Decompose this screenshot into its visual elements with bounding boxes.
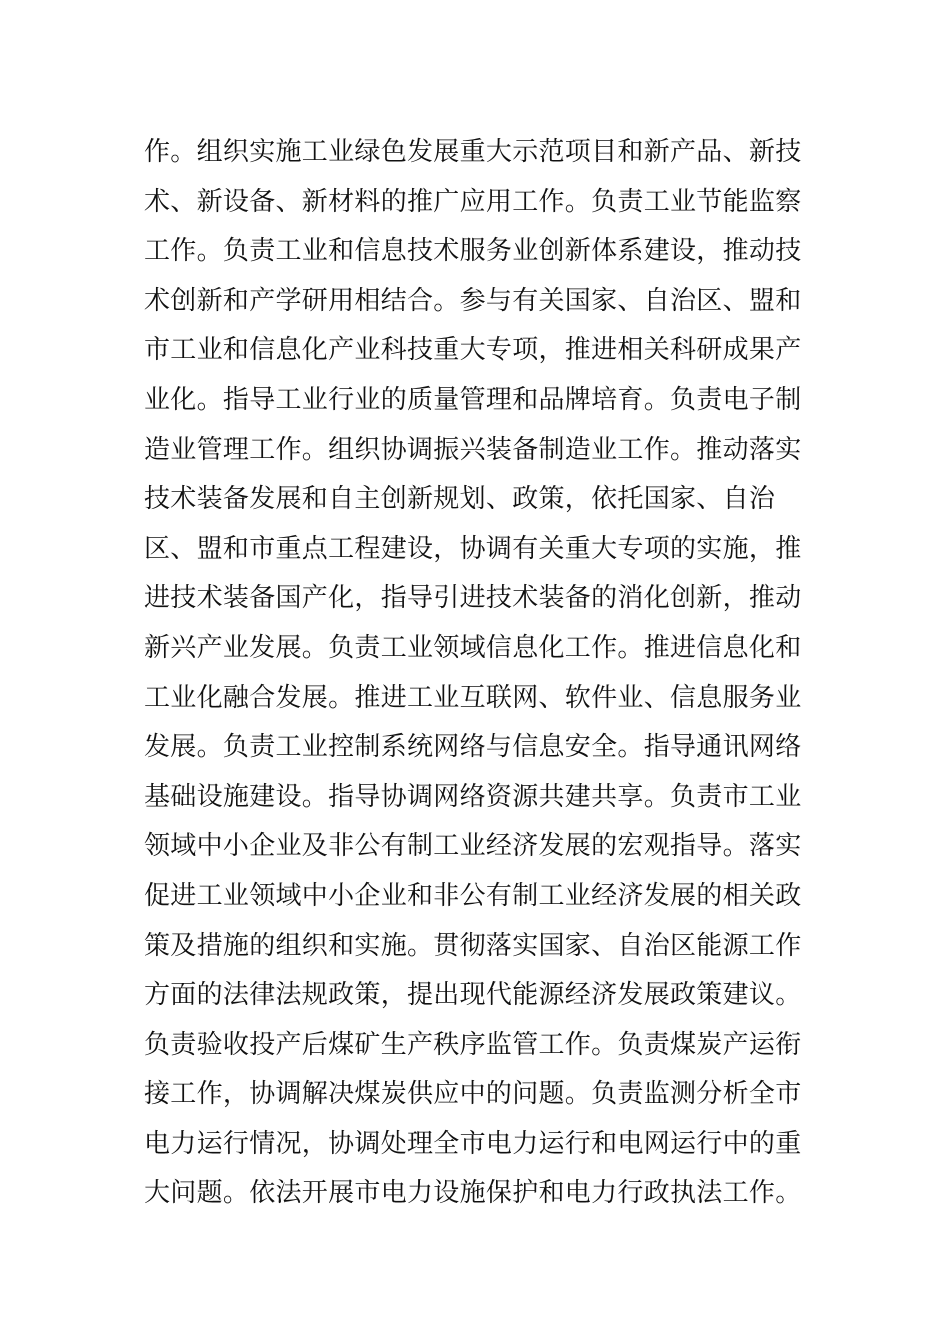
text-line-19: 负责验收投产后煤矿生产秩序监管工作。负责煤炭产运衔	[144, 1029, 802, 1060]
text-line-13: 发展。负责工业控制系统网络与信息安全。指导通讯网络	[144, 732, 802, 763]
text-line-1: 作。组织实施工业绿色发展重大示范项目和新产品、新技	[144, 137, 802, 167]
text-line-9: 区、盟和市重点工程建设，协调有关重大专项的实施，推	[144, 533, 802, 564]
text-line-20: 接工作，协调解决煤炭供应中的问题。负责监测分析全市	[144, 1079, 802, 1110]
text-line-15: 领域中小企业及非公有制工业经济发展的宏观指导。落实	[144, 831, 802, 862]
text-line-10: 进技术装备国产化，指导引进技术装备的消化创新，推动	[144, 583, 802, 614]
text-line-17: 策及措施的组织和实施。贯彻落实国家、自治区能源工作	[144, 930, 802, 961]
text-line-6: 业化。指导工业行业的质量管理和品牌培育。负责电子制	[144, 384, 802, 415]
text-line-5: 市工业和信息化产业科技重大专项，推进相关科研成果产	[144, 335, 802, 366]
text-line-21: 电力运行情况，协调处理全市电力运行和电网运行中的重	[144, 1128, 802, 1159]
text-line-8: 技术装备发展和自主创新规划、政策，依托国家、自治	[144, 484, 776, 515]
text-line-16: 促进工业领域中小企业和非公有制工业经济发展的相关政	[144, 880, 802, 911]
text-line-4: 术创新和产学研用相结合。参与有关国家、自治区、盟和	[144, 285, 802, 316]
text-line-14: 基础设施建设。指导协调网络资源共建共享。负责市工业	[144, 781, 802, 812]
text-line-18: 方面的法律法规政策，提出现代能源经济发展政策建议。	[144, 980, 802, 1011]
text-line-7: 造业管理工作。组织协调振兴装备制造业工作。推动落实	[144, 434, 802, 465]
text-line-12: 工业化融合发展。推进工业互联网、软件业、信息服务业	[144, 682, 802, 713]
text-line-11: 新兴产业发展。负责工业领域信息化工作。推进信息化和	[144, 632, 802, 663]
text-line-22: 大问题。依法开展市电力设施保护和电力行政执法工作。	[144, 1178, 802, 1209]
text-line-3: 工作。负责工业和信息技术服务业创新体系建设，推动技	[144, 236, 802, 267]
text-line-2: 术、新设备、新材料的推广应用工作。负责工业节能监察	[144, 186, 802, 217]
body-paragraph	[144, 128, 814, 1219]
